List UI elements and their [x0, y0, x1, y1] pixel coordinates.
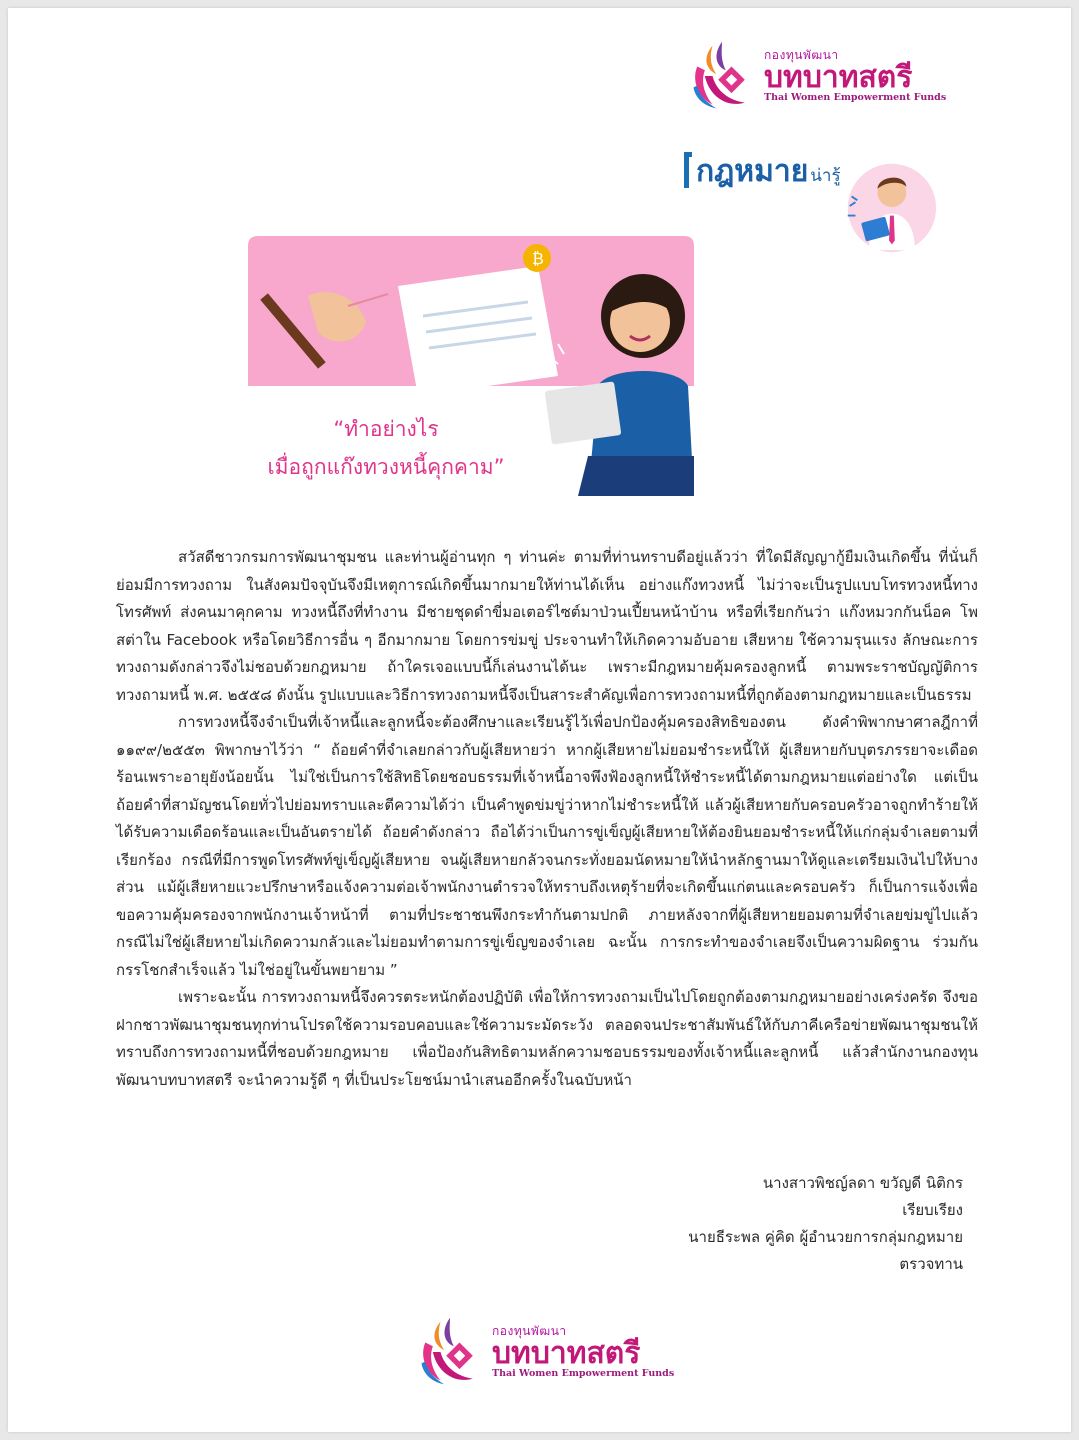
hero-title-line2: เมื่อถูกแก๊งทวงหนี้คุกคาม” — [267, 455, 505, 479]
law-title: กฎหมาย — [696, 154, 809, 189]
logo-title: บทบาทสตรี — [492, 1335, 641, 1371]
article-paragraph: สวัสดีชาวกรมการพัฒนาชุมชน และท่านผู้อ่านทุก ๆ ท่านค่ะ ตามที่ท่านทราบดีอยู่แล้วว่า ที่ใดมีสัญญากู้ยืมเงินเกิดขึ้น ที่นั่นก็ย่อมมีการทวงถาม ในสังคมปัจจุบันจึงมีเหตุการณ์เกิดขึ้นมากมายให้ท่านได้เห็น อย่างแก๊งทวงหนี้ ไม่ว่าจะเป็นรูปแบบโทรทวงหนี้ทางโทรศัพท์ ส่งคนมาคุกคาม ทวงหนี้ถึงที่ทำงาน มีชายชุดดำขี่มอเตอร์ไซต์มาป่วนเปี้ยนหน้าบ้าน หรือที่เรียกกันว่า แก๊งหมวกกันน็อค โพสต่าใน Facebook หรือโดยวิธีการอื่น ๆ อีกมากมาย โดยการข่มขู่ ประจานทำให้เกิดความอับอาย เสียหาย ใช้ความรุนแรง ลักษณะการทวงถามดังกล่าวจึงไม่ชอบด้วยกฎหมาย ถ้าใครเจอแบบนี้ก็เล่นงานได้นะ เพราะมีกฎหมายคุ้มครองลูกหนี้ ตามพระราชบัญญัติการทวงถามหนี้ พ.ศ. ๒๕๕๘ ดังนั้น รูปแบบและวิธีการทวงถามหนี้จึงเป็นสาระสำคัญเพื่อการทวงถามหนี้ที่ถูกต้องตามกฎหมายและเป็นธรรม — [116, 548, 978, 704]
signature-block — [688, 1170, 963, 1278]
clipboard-icon — [545, 381, 622, 444]
article-paragraph: การทวงหนี้จึงจำเป็นที่เจ้าหนี้และลูกหนี้จะต้องศึกษาและเรียนรู้ไว้เพื่อปกป้องคุ้มครองสิทธิของตน ดังคำพิพากษาศาลฎีกาที่ ๑๑๙๙/๒๕๕๓ พิพากษาไว้ว่า “ ถ้อยคำที่จำเลยกล่าวกับผู้เสียหายว่า หากผู้เสียหายไม่ยอมชำระหนี้ให้ ผู้เสียหายกับบุตรภรรยาจะเดือดร้อนเพราะอายุยังน้อยนั้น ไม่ใช่เป็นการใช้สิทธิโดยชอบธรรมที่เจ้าหนี้อาจพึงฟ้องลูกหนี้ให้ชำระหนี้ได้ตามกฎหมายแต่อย่างใด แต่เป็นถ้อยคำที่สามัญชนโดยทั่วไปย่อมทราบและตีความได้ว่า เป็นคำพูดข่มขู่ว่าหากไม่ชำระหนี้ให้ แล้วผู้เสียหายกับครอบครัวอาจถูกทำร้ายให้ได้รับความเดือดร้อนและเป็นอันตรายได้ ถ้อยคำดังกล่าว ถือได้ว่าเป็นการขู่เข็ญผู้เสียหายให้ต้องยินยอมชำระหนี้ให้แก่กลุ่มจำเลยตามที่เรียกร้อง กรณีที่มีการพูดโทรศัพท์ขู่เข็ญผู้เสียหาย จนผู้เสียหายกลัวจนกระทั่งยอมนัดหมายให้นำหลักฐานมาให้ดูและเตรียมเงินไปให้บางส่วน แม้ผู้เสียหายแวะปรึกษาหรือแจ้งความต่อเจ้าพนักงานตำรวจให้ทราบถึงเหตุร้ายที่จะเกิดขึ้นแก่ตนและครอบครัว ก็เป็นการแจ้งเพื่อขอความคุ้มครองจากพนักงานเจ้าหน้าที่ ตามที่ประชาชนพึงกระทำกันตามปกติ ภายหลังจากที่ผู้เสียหายยอมตามที่จำเลยข่มขู่ไปแล้ว กรณีไม่ใช่ผู้เสียหายไม่เกิดความกลัวและไม่ยอมทำตามการขู่เข็ญของจำเลย ฉะนั้น การกระทำของจำเลยจึงเป็นความผิดฐาน ร่วมกันกรรโชกสำเร็จแล้ว ไม่ใช่อยู่ในขั้นพยายาม ” — [116, 713, 978, 979]
bracket-decoration — [684, 152, 692, 188]
logo-subtitle: กองทุนพัฒนา — [764, 47, 839, 62]
law-section-header — [684, 148, 841, 195]
reviewer-name: นายธีระพล คู่คิด ผู้อำนวยการกลุ่มกฎหมาย — [688, 1228, 963, 1246]
law-title-suffix: น่ารู้ — [810, 166, 841, 186]
article-paragraph: เพราะฉะนั้น การทวงถามหนี้จึงควรตระหนักต้องปฏิบัติ เพื่อให้การทวงถามเป็นไปโดยถูกต้องตามกฎหมายอย่างเคร่งครัด จึงขอฝากชาวพัฒนาชุมชนทุกท่านโปรดใช้ความรอบคอบและใช้ความระมัดระวัง ตลอดจนประชาสัมพันธ์ให้กับภาคีเครือข่ายพัฒนาชุมชนให้ทราบถึงการทวงถามหนี้ที่ชอบด้วยกฎหมาย เพื่อป้องกันสิทธิตามหลักความชอบธรรมของทั้งเจ้าหนี้และลูกหนี้ แล้วสำนักงานกองทุนพัฒนาบทบาทสตรี จะนำความรู้ดี ๆ ที่เป็นประโยชน์มานำเสนออีกครั้งในฉบับหน้า — [116, 988, 978, 1089]
hero-title — [236, 410, 536, 486]
fund-logo-top — [684, 38, 946, 114]
hero-title-line1: “ทำอย่างไร — [333, 417, 439, 441]
paper-sheet — [398, 266, 558, 396]
reviewer-role: ตรวจทาน — [899, 1255, 963, 1273]
logo-subtitle: กองทุนพัฒนา — [492, 1323, 567, 1338]
reading-man-icon — [842, 158, 938, 254]
svg-text:₿: ₿ — [532, 249, 544, 268]
logo-english: Thai Women Empowerment Funds — [492, 1368, 675, 1380]
author-name: นางสาวพิชญ์ลดา ขวัญดี นิติกร — [762, 1174, 963, 1192]
logo-english: Thai Women Empowerment Funds — [764, 92, 947, 104]
fund-logo-icon — [684, 38, 760, 114]
logo-title: บทบาทสตรี — [764, 59, 913, 95]
fund-logo-bottom — [412, 1314, 674, 1390]
document-page — [8, 8, 1071, 1432]
article-body — [116, 544, 978, 1094]
fund-logo-icon — [412, 1314, 488, 1390]
author-role: เรียบเรียง — [902, 1201, 963, 1219]
